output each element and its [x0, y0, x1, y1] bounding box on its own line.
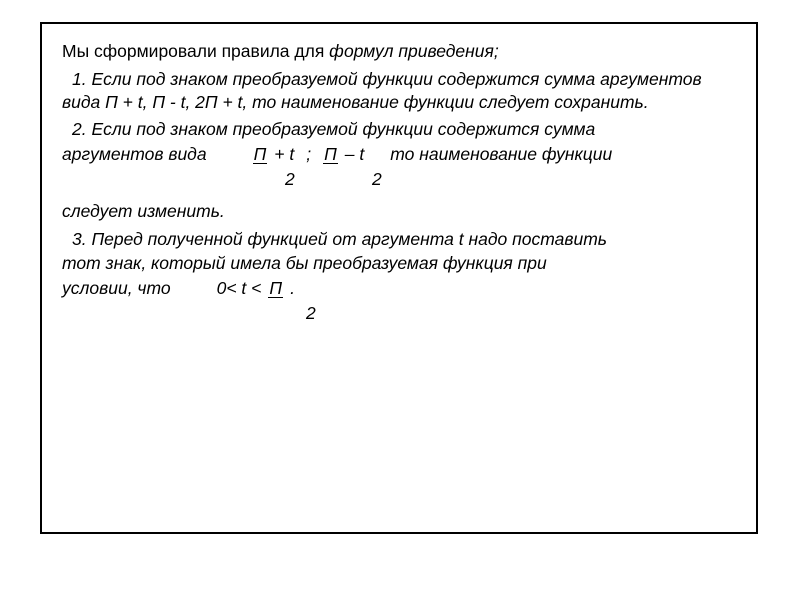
rule-2-line-2 [62, 143, 736, 166]
rule-3-fraction-numerator: П [269, 278, 283, 298]
intro-italic-text: формул приведения; [329, 41, 499, 61]
rule-2-denominators-row [62, 168, 736, 188]
rule-3-inequality: 0< t < [216, 278, 262, 298]
fraction-2-numerator: П [324, 144, 337, 164]
rule-3-line-2: тот знак, который имела бы преобразуемая функция при [62, 253, 547, 274]
rule-3-line-1: 3. Перед полученной функцией от аргумента t надо поставить [72, 228, 607, 249]
rule-2-line-3: следует изменить. [62, 200, 225, 221]
intro-plain-text: Мы сформировали правила для [62, 41, 330, 61]
spacer-before-rule-2-line-3 [62, 190, 736, 200]
rule-2-line-1: 2. Если под знаком преобразуемой функции содержится сумма [72, 119, 596, 140]
rule-3-line-3 [62, 277, 736, 300]
fraction-1-rest: + t [274, 144, 295, 164]
rule-3-period: . [290, 278, 295, 298]
slide-content [42, 24, 756, 322]
rule-3-fraction-denominator: 2 [306, 302, 316, 323]
rule-2-separator: ; [306, 144, 312, 164]
rule-3-line-3-lead: условии, что [62, 278, 171, 298]
fraction-2-rest: – t [344, 144, 365, 164]
fraction-2-denominator: 2 [372, 168, 382, 189]
rule-3-denominator-row [62, 302, 736, 322]
rule-1-text: 1. Если под знаком преобразуемой функции содержится сумма аргументов вида П + t, П - t, 2П + t, то наименование функции следует сохранить. [62, 68, 702, 112]
intro-paragraph [62, 40, 736, 63]
fraction-1-denominator: 2 [285, 168, 295, 189]
fraction-1-numerator: П [253, 144, 267, 164]
rule-2-line-2-tail: то наименование функции [390, 144, 613, 164]
rule-2-line-2-lead: аргументов вида [62, 144, 207, 164]
slide-frame [40, 22, 758, 534]
